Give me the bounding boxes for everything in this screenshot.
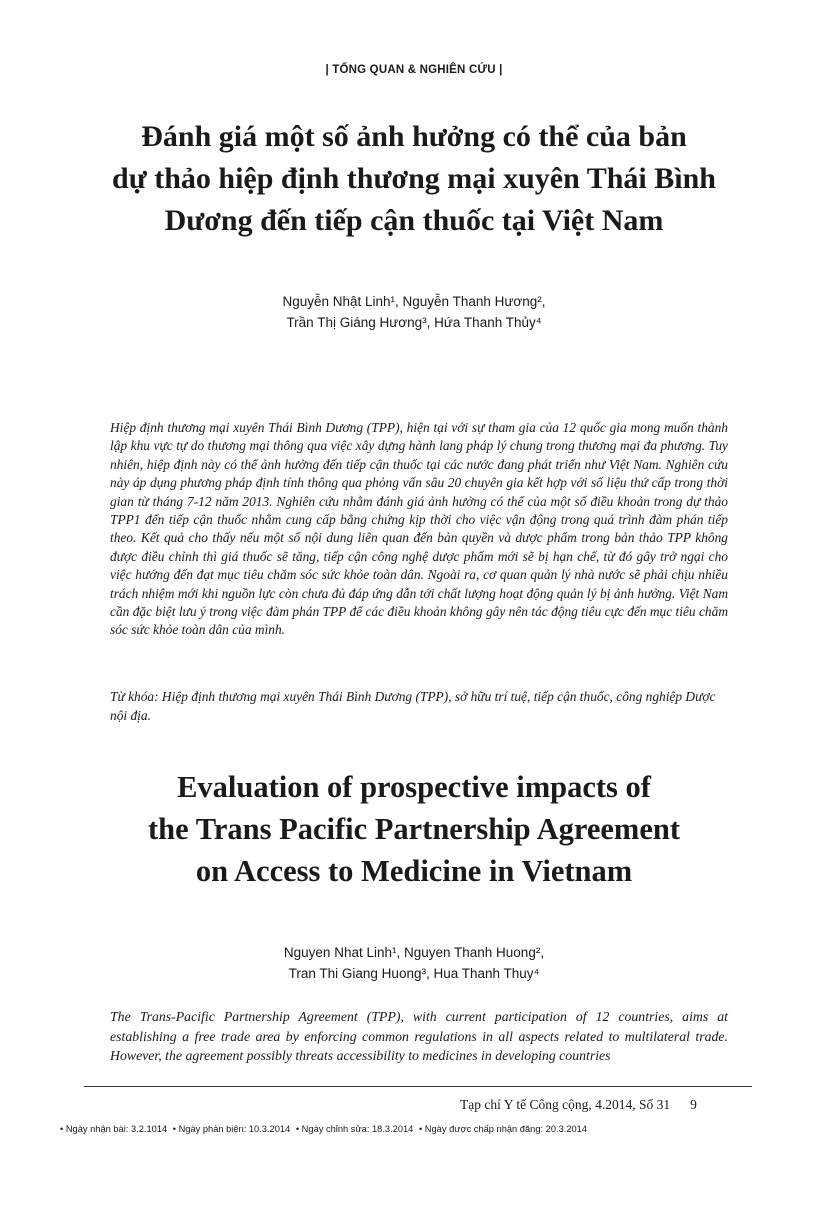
date-received: • Ngày nhận bài: 3.2.1014 <box>60 1124 168 1134</box>
date-accepted: • Ngày được chấp nhận đăng: 20.3.2014 <box>418 1124 588 1134</box>
author-line: Trần Thị Giáng Hương³, Hứa Thanh Thủy⁴ <box>286 315 542 330</box>
page-number: 9 <box>690 1097 697 1112</box>
vietnamese-title-line: dự thảo hiệp định thương mại xuyên Thái Bình <box>112 162 716 195</box>
author-line: Tran Thi Giang Huong³, Hua Thanh Thuy⁴ <box>288 966 540 981</box>
author-line: Nguyễn Nhật Linh¹, Nguyễn Thanh Hương², <box>282 294 546 309</box>
vietnamese-title-line: Đánh giá một số ảnh hưởng có thể của bản <box>141 120 687 153</box>
vietnamese-title <box>60 116 768 242</box>
date-reviewed: • Ngày phản biện: 10.3.2014 <box>172 1124 291 1134</box>
journal-footer <box>460 1097 760 1113</box>
english-authors <box>0 942 828 984</box>
english-title-line: Evaluation of prospective impacts of <box>177 770 651 804</box>
vietnamese-authors <box>0 291 828 333</box>
section-tag: | TỔNG QUAN & NGHIÊN CỨU | <box>325 64 503 76</box>
english-abstract: The Trans-Pacific Partnership Agreement (TPP), with current participation of 12 countries, aims at establishing a free trade area by enforcing common regulations in all aspects related to multilateral trade. However, the agreement possibly threats accessibility to medicines in developing countries <box>110 1009 728 1063</box>
date-revised: • Ngày chỉnh sửa: 18.3.2014 <box>295 1124 414 1134</box>
english-title-line: the Trans Pacific Partnership Agreement <box>148 812 680 846</box>
vietnamese-title-line: Dương đến tiếp cận thuốc tại Việt Nam <box>164 204 664 237</box>
vietnamese-abstract: Hiệp định thương mại xuyên Thái Bình Dương (TPP), hiện tại với sự tham gia của 12 quốc gia mong muốn thành lập khu vực tự do thương mại thông qua việc xây dựng hành lang pháp lý chung trong thương mại đa phương. Tuy nhiên, hiệp định này có thể ảnh hưởng đến tiếp cận thuốc tại các nước đang phát triển như Việt Nam. Nghiên cứu này áp dụng phương pháp định tính thông qua phỏng vấn sâu 20 chuyên gia kết hợp với số liệu thứ cấp trong thời gian từ tháng 7-12 năm 2013. Nghiên cứu nhằm đánh giá ảnh hưởng có thể của một số điều khoản trong dự thảo TPP1 đến tiếp cận thuốc nhằm cung cấp bằng chứng kịp thời cho việc vận động trong quá trình đàm phán tiếp theo. Kết quả cho thấy nếu một số nội dung liên quan đến bản quyền và dược phẩm trong bản thảo TPP không được điều chỉnh thì giá thuốc sẽ tăng, tiếp cận công nghệ dược phẩm mới sẽ bị hạn chế, từ đó gây trở ngại cho việc hướng đến đạt mục tiêu chăm sóc sức khỏe toàn dân. Ngoài ra, cơ quan quản lý nhà nước sẽ phải chịu nhiều trách nhiệm mới khi nguồn lực còn chưa đủ đáp ứng dẫn tới chất lượng hoạt động quản lý bị ảnh hưởng. Việt Nam cần đặc biệt lưu ý trong việc đàm phán TPP để các điều khoản không gây nên tác động tiêu cực đến mục tiêu chăm sóc sức khỏe toàn dân của mình. <box>110 420 728 638</box>
author-line: Nguyen Nhat Linh¹, Nguyen Thanh Huong², <box>283 945 545 960</box>
journal-citation: Tạp chí Y tế Công cộng, 4.2014, Số 31 <box>460 1097 671 1112</box>
english-title <box>60 766 768 892</box>
submission-dates <box>60 1124 760 1134</box>
vietnamese-keywords: Từ khóa: Hiệp định thương mại xuyên Thái Bình Dương (TPP), sở hữu trí tuệ, tiếp cận thuốc, công nghiệp Dược nội địa. <box>110 689 716 723</box>
english-title-line: on Access to Medicine in Vietnam <box>195 854 633 888</box>
footer-divider <box>84 1086 752 1087</box>
